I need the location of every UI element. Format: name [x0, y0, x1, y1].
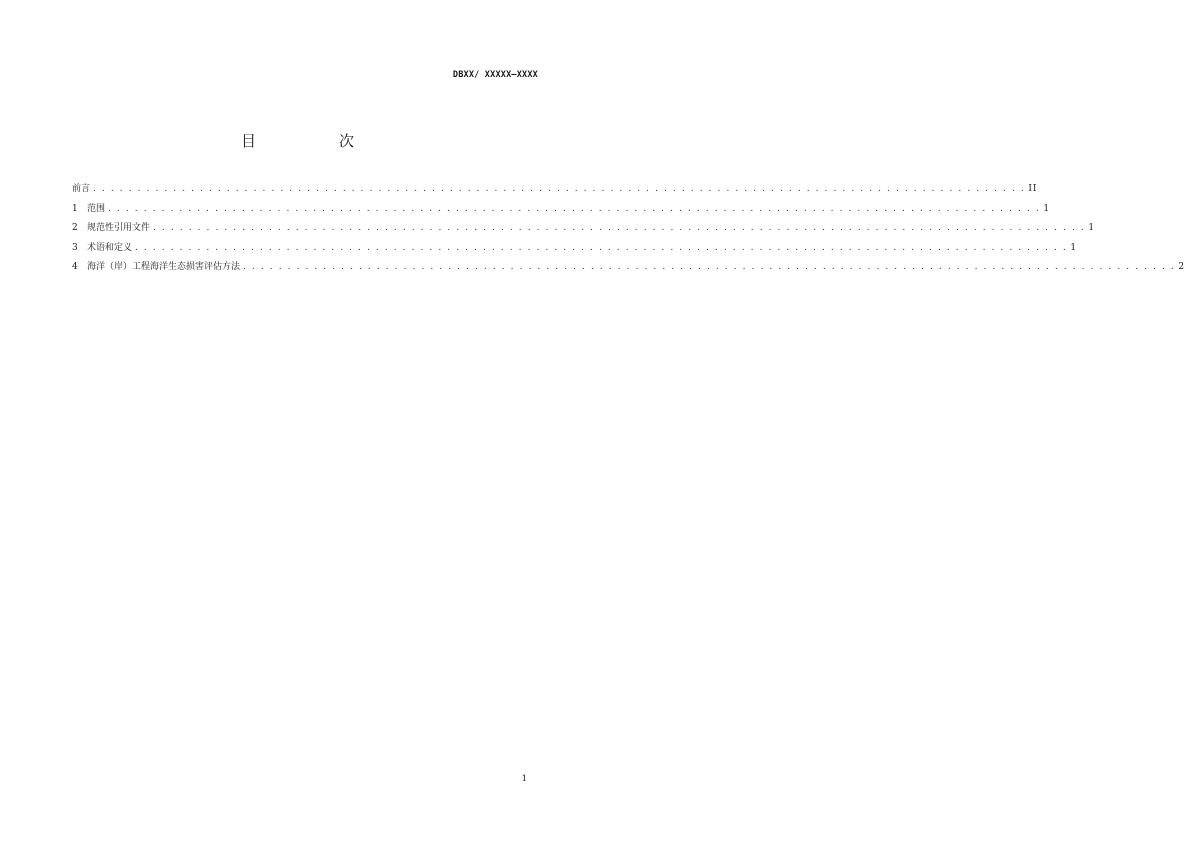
toc-leader-dots: . . . . . . . . . . . . . . . . . . . . . . . . . . . . . . . . . . . . . . . . . . . . . . . . . . . . . . . . . . . . . . . . . . . . . . . . . . . . . . . . . . . . . . . . . . . . . . . . . . . . . . . . . — [93, 184, 1026, 194]
toc-title: 目 次 — [240, 132, 388, 150]
toc-leader-dots: . . . . . . . . . . . . . . . . . . . . . . . . . . . . . . . . . . . . . . . . . . . . . . . . . . . . . . . . . . . . . . . . . . . . . . . . . . . . . . . . . . . . . . . . . . . . . . . . . . . . . . . . . — [135, 242, 1068, 253]
toc-entry-number: 1 — [72, 203, 78, 214]
table-of-contents — [72, 180, 1185, 278]
toc-entry-page: 1 — [1070, 242, 1078, 253]
toc-entry-label: 规范性引用文件 — [87, 223, 151, 233]
toc-entry-foreword[interactable] — [72, 180, 1038, 200]
page-number: 1 — [521, 774, 527, 784]
toc-entry-page: 1 — [1043, 203, 1051, 214]
toc-entry-page: II — [1028, 184, 1038, 194]
toc-entry-number: 4 — [72, 262, 78, 272]
document-code: DBXX/ XXXXX—XXXX — [452, 70, 538, 80]
toc-entry-scope[interactable] — [72, 200, 1051, 220]
toc-entry-terms-definitions[interactable] — [72, 239, 1078, 259]
toc-leader-dots: . . . . . . . . . . . . . . . . . . . . . . . . . . . . . . . . . . . . . . . . . . . . . . . . . . . . . . . . . . . . . . . . . . . . . . . . . . . . . . . . . . . . . . . . . . . . . . . . . . . . . . . . . — [108, 203, 1041, 214]
toc-entry-label: 前言 — [72, 184, 91, 194]
toc-entry-number: 3 — [72, 242, 78, 253]
toc-entry-normative-references[interactable] — [72, 219, 1096, 239]
toc-entry-page: 1 — [1088, 223, 1096, 233]
toc-entry-label: 术语和定义 — [87, 242, 133, 253]
toc-entry-number: 2 — [72, 223, 78, 233]
toc-leader-dots: . . . . . . . . . . . . . . . . . . . . . . . . . . . . . . . . . . . . . . . . . . . . . . . . . . . . . . . . . . . . . . . . . . . . . . . . . . . . . . . . . . . . . . . . . . . . . . . . . . . . . . . . . — [243, 262, 1176, 272]
toc-leader-dots: . . . . . . . . . . . . . . . . . . . . . . . . . . . . . . . . . . . . . . . . . . . . . . . . . . . . . . . . . . . . . . . . . . . . . . . . . . . . . . . . . . . . . . . . . . . . . . . . . . . . . . . . . — [153, 223, 1086, 233]
toc-entry-label: 海洋（岸）工程海洋生态损害评估方法 — [87, 262, 241, 272]
toc-entry-page: 2 — [1178, 262, 1185, 272]
toc-entry-assessment-method[interactable] — [72, 258, 1185, 278]
toc-entry-label: 范围 — [87, 203, 106, 214]
